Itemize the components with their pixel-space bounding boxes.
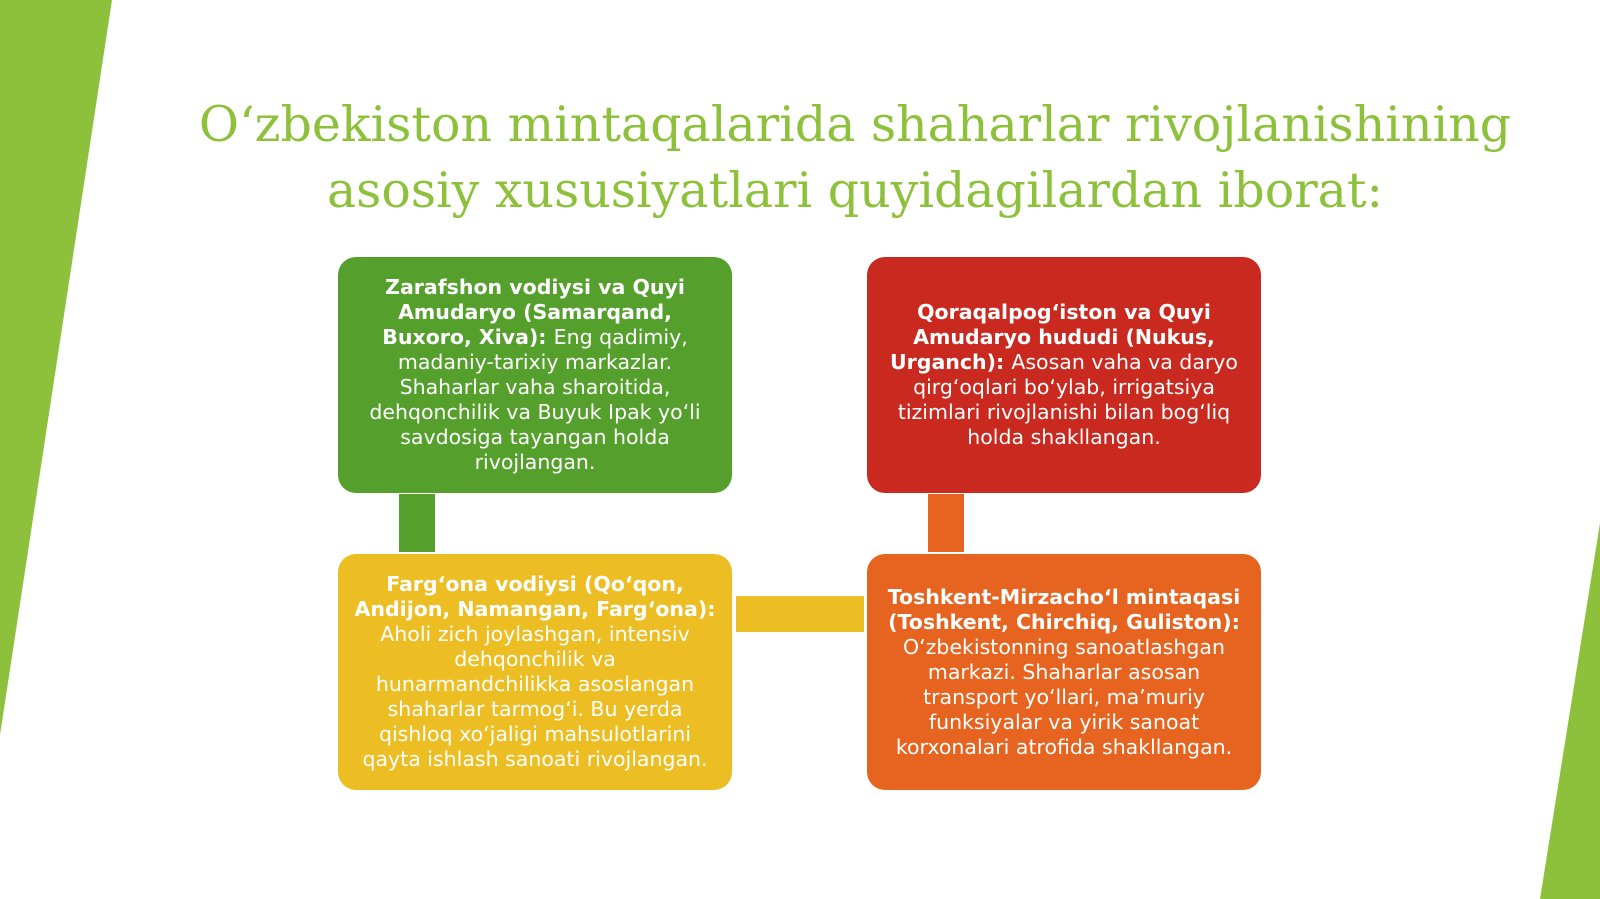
box-qoraqalpogiston-heading: Qoraqalpog‘iston va Quyi Amudaryo hududi (Nukus, Urganch):	[890, 300, 1215, 374]
box-toshkent-heading: Toshkent-Mirzacho‘l mintaqasi (Toshkent, Chirchiq, Guliston):	[887, 584, 1241, 634]
box-toshkent-text: O‘zbekistonning sanoatlashgan markazi. Shaharlar asosan transport yo‘llari, ma’muriy funksiyalar va yirik sanoat korxonalari atrofida shakllangan.	[895, 634, 1233, 759]
box-fargona	[338, 554, 732, 790]
box-fargona-text: Aholi zich joylashgan, intensiv dehqonchilik va hunarmandchilikka asoslangan shaharlar tarmog‘i. Bu yerda qishloq xo‘jaligi mahsulotlarini qayta ishlash sanoati rivojlangan.	[362, 622, 708, 771]
box-qoraqalpogiston	[867, 257, 1261, 493]
box-fargona-heading: Farg‘ona vodiysi (Qo‘qon, Andijon, Namangan, Farg‘ona):	[354, 572, 716, 621]
box-toshkent-content	[883, 585, 1245, 760]
box-fargona-content	[354, 572, 716, 772]
box-zarafshon-heading: Zarafshon vodiysi va Quyi Amudaryo (Samarqand, Buxoro, Xiva):	[382, 275, 685, 349]
box-toshkent	[867, 554, 1261, 790]
connector-yellow-horizontal	[736, 596, 864, 632]
page-title: O‘zbekiston mintaqalarida shaharlar rivojlanishining asosiy xususiyatlari quyidagilardan iborat:	[198, 96, 1512, 219]
box-qoraqalpogiston-text: Asosan vaha va daryo qirg‘oqlari bo‘ylab, irrigatsiya tizimlari rivojlanishi bilan bog‘liq holda shakllangan.	[897, 350, 1238, 449]
box-zarafshon-text: Eng qadimiy, madaniy-tarixiy markazlar. Shaharlar vaha sharoitida, dehqonchilik va Buyuk Ipak yo‘li savdosiga tayangan holda rivojlangan.	[369, 325, 701, 474]
left-stripe-shape	[0, 0, 112, 735]
box-zarafshon	[338, 257, 732, 493]
box-qoraqalpogiston-content	[883, 300, 1245, 450]
box-zarafshon-content	[354, 275, 716, 475]
right-stripe-shape	[1540, 523, 1600, 899]
connector-orange-vertical	[928, 494, 964, 552]
connector-green	[399, 494, 435, 552]
